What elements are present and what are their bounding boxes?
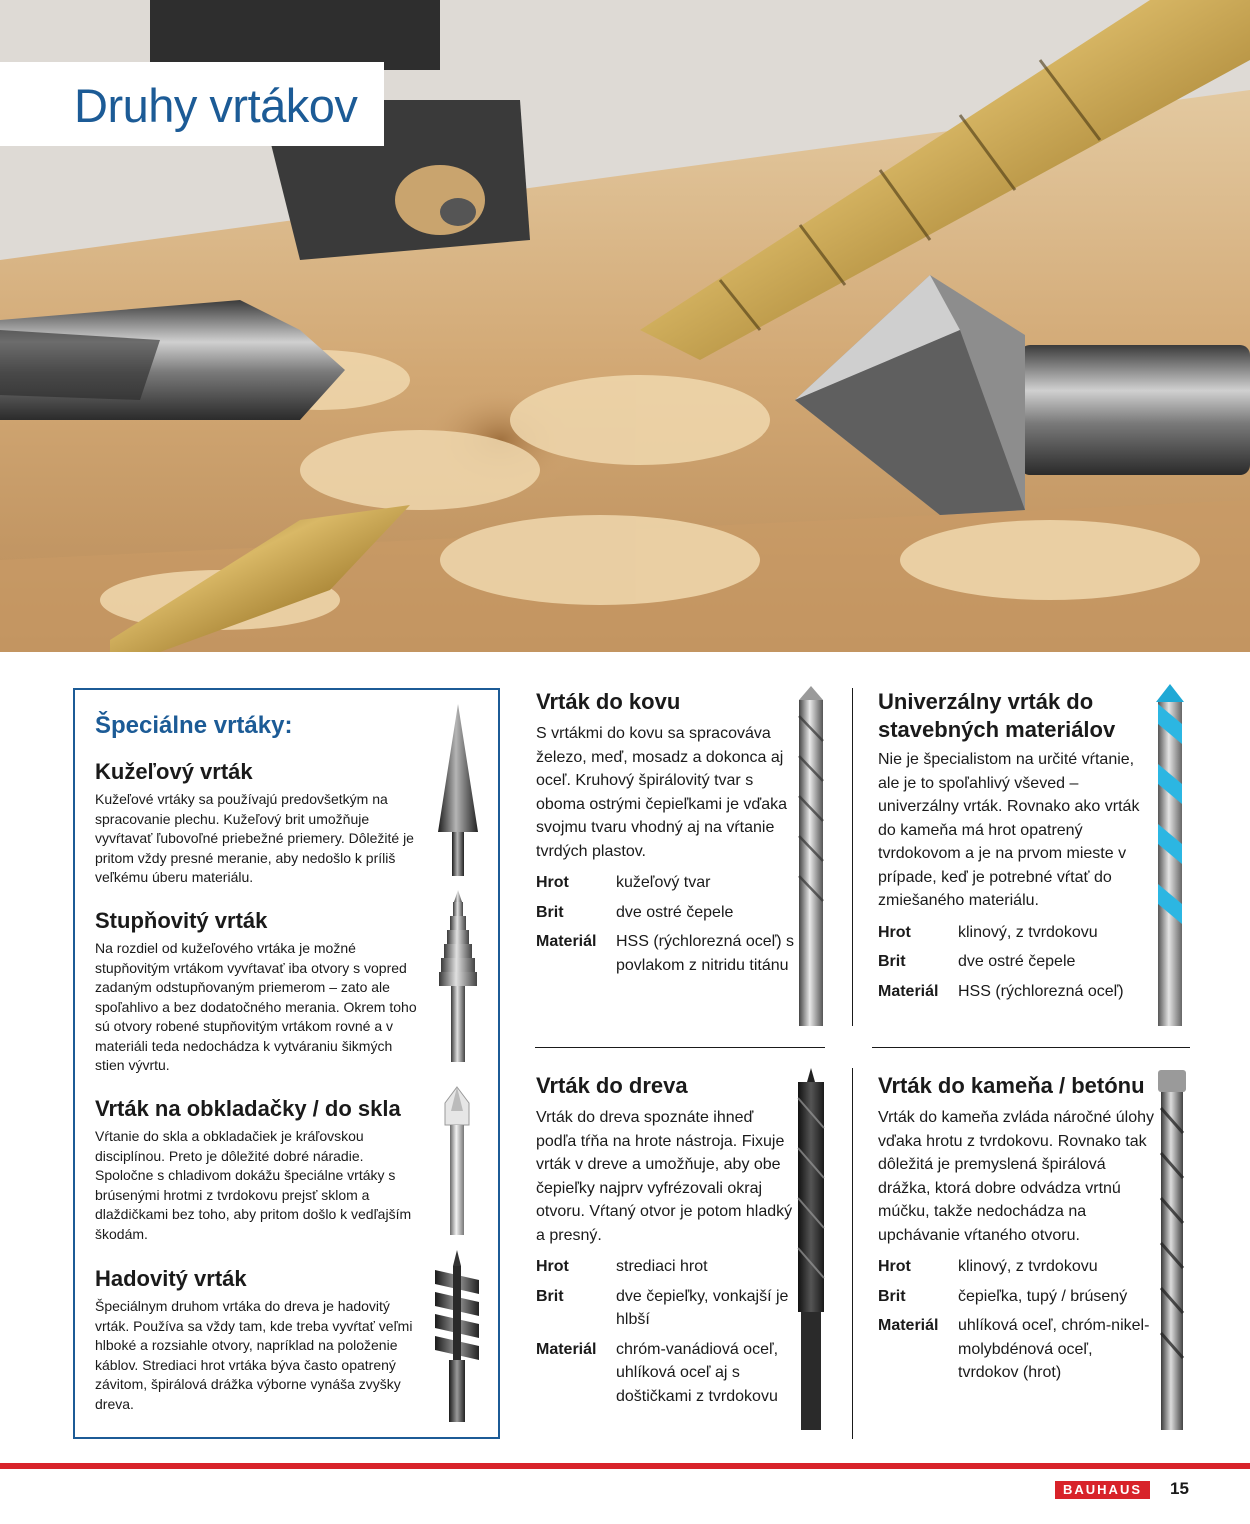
section-text: Vrták do kameňa zvláda náročné úlohy vďaka hrotu z tvrdokovu. Rovnako tak dôležitá je premyslená špirálová drážka, ktorá dobre odvádza vrtnú múčku, takže nedochádza na upchávanie vŕtaného otvoru. <box>878 1109 1155 1244</box>
hero-image <box>0 0 1250 652</box>
spec-value: dve čepieľky, vonkajší je hlbší <box>616 1287 789 1328</box>
spec-key: Materiál <box>878 1317 939 1334</box>
spec-key: Materiál <box>536 933 597 950</box>
section-title: Univerzálny vrták do stavebných materiálov <box>878 689 1116 742</box>
section-text: Vrták do dreva spoznáte ihneď podľa tŕňa na hrote nástroja. Fixuje vrták v dreve a umožňuje, aby obe čepieľky najprv vyfrézovali okraj otvoru. Vŕtaný otvor je potom hladký a presný. <box>536 1109 793 1244</box>
section-universal <box>878 688 1148 1009</box>
metal-drill-icon <box>795 686 827 1026</box>
spec-key: Brit <box>878 953 906 970</box>
section-title: Hadovitý vrták <box>95 1266 247 1291</box>
section-text: Špeciálnym druhom vrtáka do dreva je hadovitý vrták. Používa sa vždy tam, kde treba vyvŕtať veľmi hlboké a rozsiahle otvory, napríklad na položenie káblov. Strediaci hrot vrtáka býva často opatrený závitom, špirálová drážka výborne vynáša zvyšky dreva. <box>95 1298 413 1412</box>
divider <box>872 1047 1190 1048</box>
stone-drill-icon <box>1154 1068 1190 1430</box>
spec-list <box>878 1255 1156 1391</box>
spec-value: HSS (rýchlorezná oceľ) s povlakom z nitridu titánu <box>616 933 795 974</box>
spec-value: chróm-vanádiová oceľ, uhlíková oceľ aj s doštičkami z tvrdokovu <box>616 1340 779 1405</box>
spec-key: Hrot <box>536 874 569 891</box>
spec-value: strediaci hrot <box>616 1258 708 1275</box>
section-metal <box>536 688 796 983</box>
section-title: Vrták do kameňa / betónu <box>878 1073 1145 1098</box>
section-wood <box>536 1072 796 1414</box>
step-drill-icon <box>433 890 483 1062</box>
section-title: Vrták do kovu <box>536 689 681 714</box>
section-text: Kužeľové vrtáky sa používajú predovšetkým na spracovanie plechu. Kužeľový brit umožňuje vyvŕtavať ľubovoľné priebežné priemery. Dôležité je pritom vždy presné meranie, aby nedošlo k príliš veľkému úberu materiálu. <box>95 791 414 885</box>
spec-key: Hrot <box>878 923 911 941</box>
spec-value: HSS (rýchlorezná oceľ) <box>958 982 1124 1000</box>
section-glass <box>95 1095 425 1244</box>
section-title: Kužeľový vrták <box>95 759 253 784</box>
divider <box>852 1068 853 1439</box>
spec-value: uhlíková oceľ, chróm-nikel-molybdénová oceľ, tvrdokov (hrot) <box>958 1317 1150 1381</box>
spec-key: Hrot <box>878 1258 911 1275</box>
section-title: Vrták do dreva <box>536 1073 688 1098</box>
section-text: Nie je špecialistom na určité vŕtanie, ale je to spoľahlivý vševed – univerzálny vrták. Rovnako ako vrták do kameňa má hrot opatrený tvrdokovom a je na prvom mieste v prípade, keď je potrebné vŕtať do zmiešaného materiálu. <box>878 751 1140 909</box>
divider <box>852 688 853 1026</box>
page-title: Druhy vrtákov <box>74 79 358 132</box>
spec-key: Brit <box>536 1287 564 1305</box>
spec-value: dve ostré čepele <box>958 953 1076 970</box>
conical-drill-icon <box>433 704 483 876</box>
spec-key: Materiál <box>536 1340 597 1358</box>
spec-list <box>878 921 1148 1010</box>
section-stone <box>878 1072 1156 1391</box>
brand-logo: BAUHAUS <box>1055 1481 1150 1499</box>
section-title: Vrták na obkladačky / do skla <box>95 1096 401 1121</box>
spec-key: Brit <box>536 903 564 921</box>
section-title: Stupňovitý vrták <box>95 908 268 933</box>
page-number: 15 <box>1170 1479 1189 1498</box>
spec-value: klinový, z tvrdokovu <box>958 1258 1098 1275</box>
spec-key: Materiál <box>878 982 939 1000</box>
special-drills-box <box>73 688 500 1439</box>
universal-drill-icon <box>1152 684 1188 1026</box>
spec-value: čepieľka, tupý / brúsený <box>958 1287 1128 1305</box>
wood-drill-icon <box>795 1068 827 1430</box>
spec-value: kužeľový tvar <box>616 874 711 891</box>
section-step <box>95 907 425 1076</box>
section-text: Na rozdiel od kužeľového vrtáka je možné stupňovitým vrtákom vyvŕtavať iba otvory s vopred zadaným odstupňovaným priemerom – zato ale spoľahlivo a bez dodatočného merania. Okrem toho sú otvory robené stupňovitým vrtákom rovné a v materiáli teda nedochádza k vytváraniu šikmých stien vývrtu. <box>95 940 417 1073</box>
special-heading: Špeciálne vrtáky: <box>95 712 293 739</box>
divider <box>535 1047 825 1048</box>
auger-drill-icon <box>427 1250 487 1422</box>
spec-key: Hrot <box>536 1258 569 1275</box>
spec-value: klinový, z tvrdokovu <box>958 923 1098 941</box>
spec-key: Brit <box>878 1287 906 1305</box>
section-auger <box>95 1265 425 1414</box>
spec-list <box>536 871 796 983</box>
title-banner <box>0 62 384 146</box>
spec-list <box>536 1255 796 1414</box>
section-conical <box>95 758 420 888</box>
footer-rule <box>0 1463 1250 1469</box>
section-text: Vŕtanie do skla a obkladačiek je kráľovskou disciplínou. Preto je dôležité dobré náradie. Spoločne s chladivom dokážu špeciálne vrtáky s brúsenými hrotmi z tvrdokovu prejsť sklom a dlaždičkami bez toho, aby pritom došlo k vedľajším škodám. <box>95 1128 412 1242</box>
spec-value: dve ostré čepele <box>616 903 734 921</box>
section-text: S vrtákmi do kovu sa spracováva železo, meď, mosadz a dokonca aj oceľ. Kruhový špirálovitý tvar s oboma ostrými čepieľkami je vďaka svojmu tvaru vhodný aj na vŕtanie tvrdých plastov. <box>536 725 788 860</box>
glass-drill-icon <box>437 1085 477 1235</box>
